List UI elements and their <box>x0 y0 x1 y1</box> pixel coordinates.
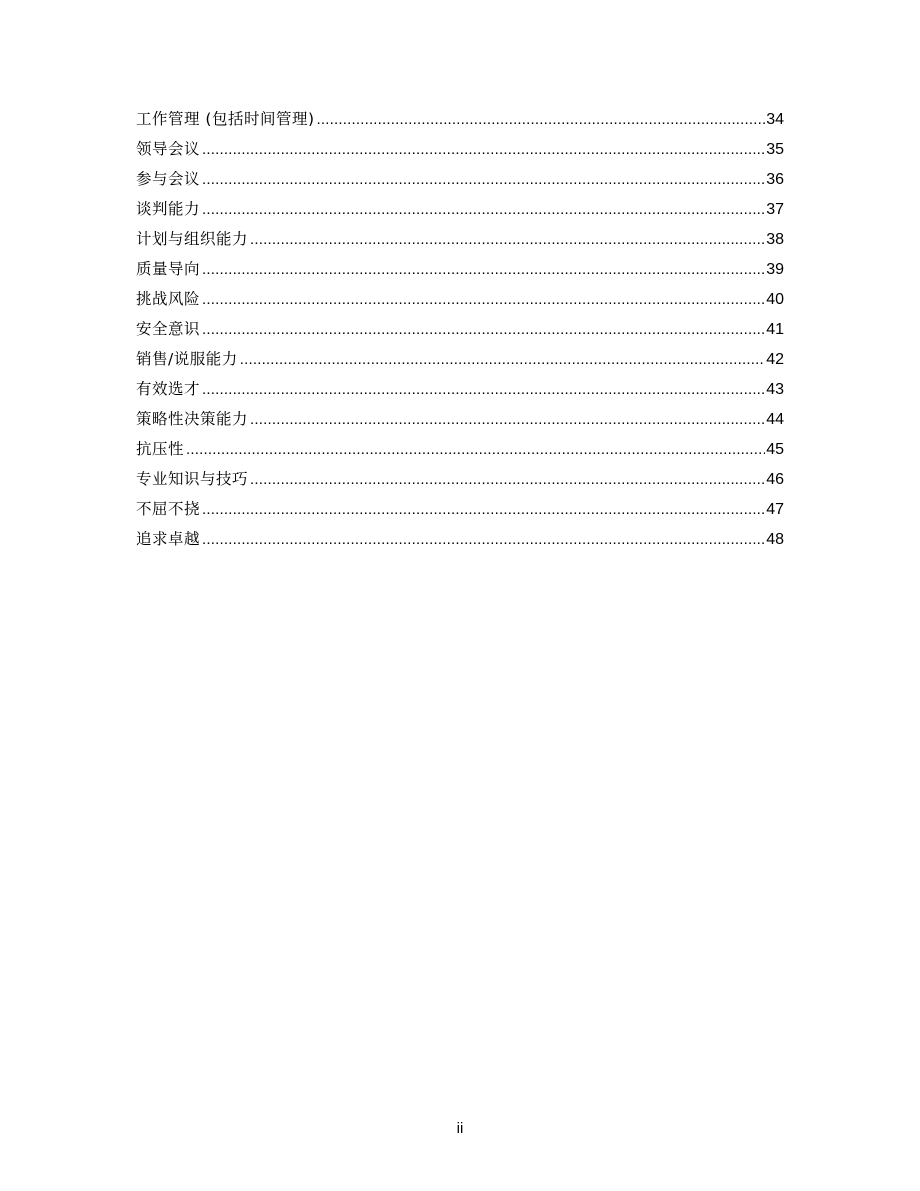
toc-entry-page: 43 <box>766 381 784 398</box>
toc-entry[interactable] <box>136 527 784 557</box>
toc-entry-title: 专业知识与技巧 <box>136 470 249 488</box>
toc-dot-leader <box>202 528 765 552</box>
toc-entry-title: 策略性决策能力 <box>136 410 249 428</box>
toc-dot-leader <box>250 468 765 492</box>
toc-entry[interactable] <box>136 317 784 347</box>
toc-dot-leader <box>240 348 765 372</box>
toc-entry-page: 38 <box>766 231 784 248</box>
toc-entry[interactable] <box>136 347 784 377</box>
toc-entry[interactable] <box>136 407 784 437</box>
toc-entry[interactable] <box>136 137 784 167</box>
toc-entry-title: 抗压性 <box>136 440 185 458</box>
toc-entry[interactable] <box>136 197 784 227</box>
toc-entry-title: 不屈不挠 <box>136 500 201 518</box>
toc-entry-page: 45 <box>766 441 784 458</box>
toc-dot-leader <box>250 228 765 252</box>
toc-entry-page: 39 <box>766 261 784 278</box>
toc-entry[interactable] <box>136 287 784 317</box>
table-of-contents <box>136 107 784 557</box>
toc-entry-title: 工作管理 (包括时间管理) <box>136 110 315 128</box>
page-number: ii <box>456 1120 464 1137</box>
toc-entry[interactable] <box>136 257 784 287</box>
toc-entry[interactable] <box>136 377 784 407</box>
toc-entry-title: 计划与组织能力 <box>136 230 249 248</box>
toc-entry-page: 37 <box>766 201 784 218</box>
toc-entry[interactable] <box>136 107 784 137</box>
toc-entry[interactable] <box>136 167 784 197</box>
toc-entry-page: 35 <box>766 141 784 158</box>
toc-entry-title: 安全意识 <box>136 320 201 338</box>
toc-entry-title: 参与会议 <box>136 170 201 188</box>
toc-entry-title: 有效选才 <box>136 380 201 398</box>
toc-dot-leader <box>202 288 765 312</box>
toc-entry-title: 挑战风险 <box>136 290 201 308</box>
toc-dot-leader <box>202 138 765 162</box>
toc-dot-leader <box>202 498 765 522</box>
toc-entry-page: 46 <box>766 471 784 488</box>
toc-dot-leader <box>250 408 765 432</box>
toc-entry-page: 48 <box>766 531 784 548</box>
toc-entry-page: 42 <box>766 351 784 368</box>
toc-entry[interactable] <box>136 497 784 527</box>
toc-entry-page: 41 <box>766 321 784 338</box>
toc-dot-leader <box>202 258 765 282</box>
toc-dot-leader <box>202 378 765 402</box>
toc-entry-page: 36 <box>766 171 784 188</box>
toc-dot-leader <box>317 108 766 132</box>
toc-entry-page: 47 <box>766 501 784 518</box>
toc-dot-leader <box>202 168 765 192</box>
toc-entry-page: 34 <box>766 111 784 128</box>
toc-entry-title: 销售/说服能力 <box>136 350 238 368</box>
toc-entry[interactable] <box>136 437 784 467</box>
toc-dot-leader <box>202 318 765 342</box>
toc-entry[interactable] <box>136 467 784 497</box>
toc-entry-title: 领导会议 <box>136 140 201 158</box>
toc-dot-leader <box>202 198 765 222</box>
toc-entry-title: 质量导向 <box>136 260 201 278</box>
toc-entry-page: 44 <box>766 411 784 428</box>
toc-dot-leader <box>186 438 765 462</box>
toc-entry-title: 谈判能力 <box>136 200 201 218</box>
toc-entry-page: 40 <box>766 291 784 308</box>
toc-entry-title: 追求卓越 <box>136 530 201 548</box>
toc-entry[interactable] <box>136 227 784 257</box>
